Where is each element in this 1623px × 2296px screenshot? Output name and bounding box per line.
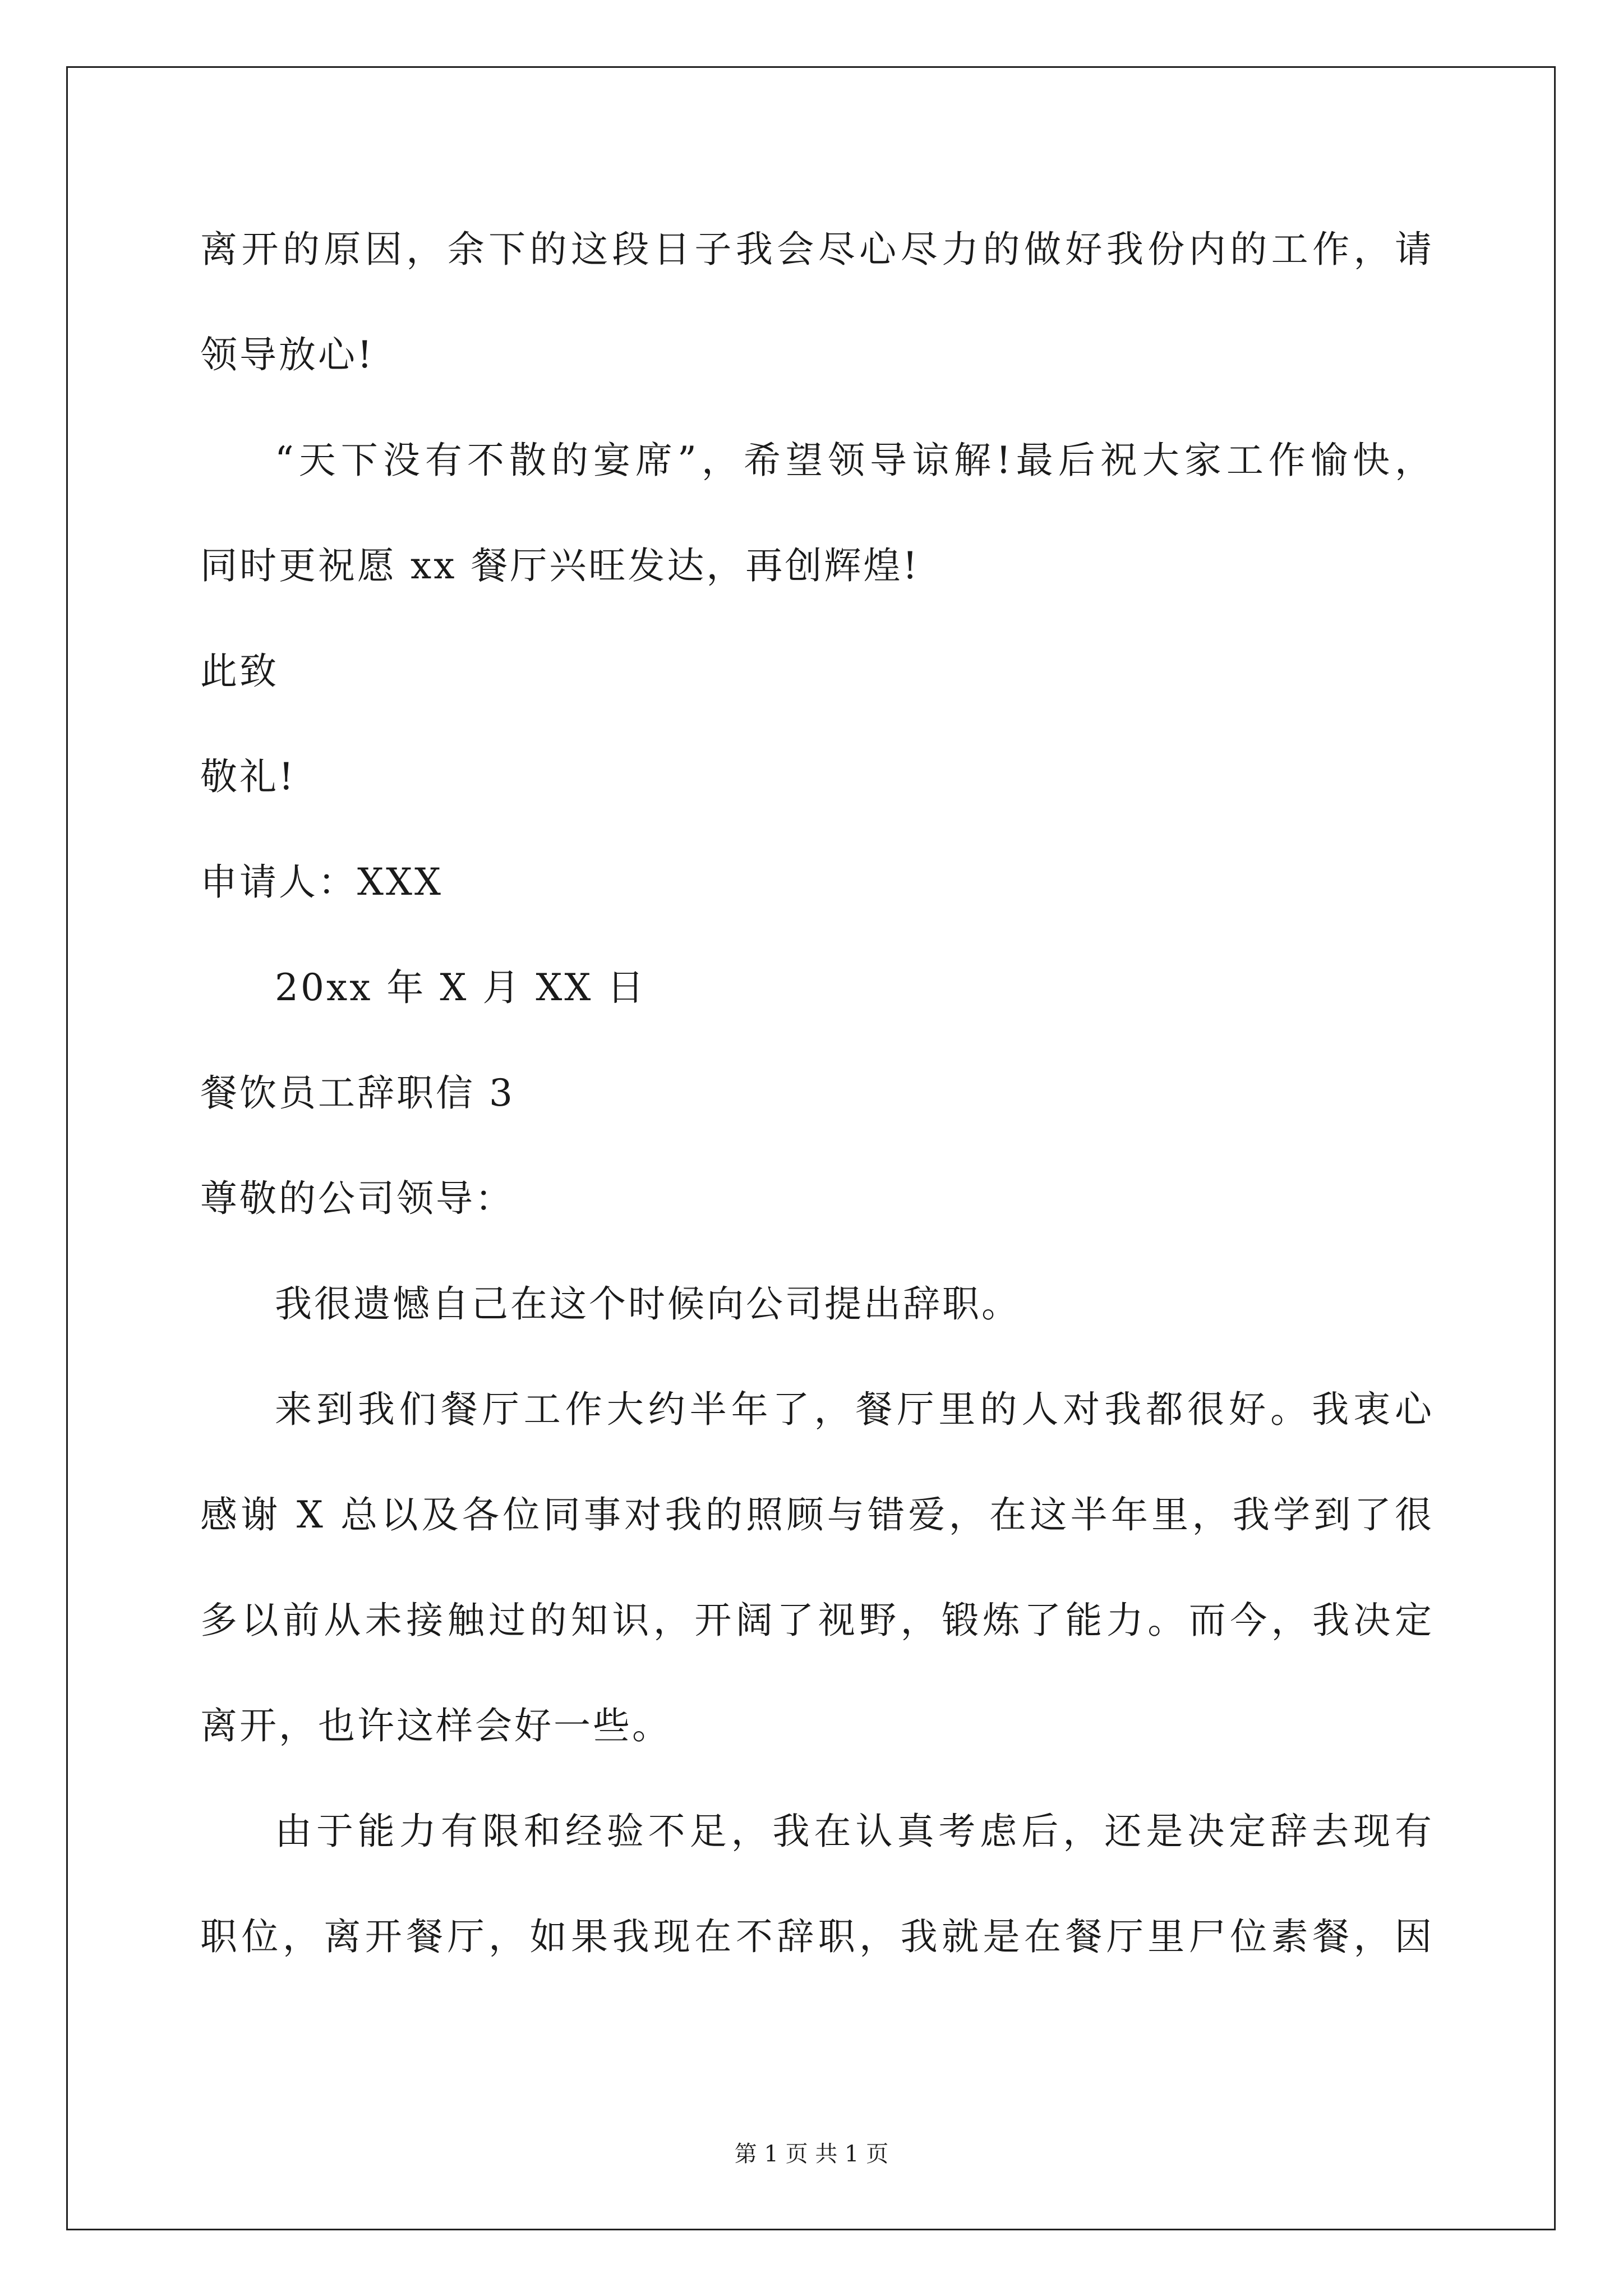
letter-salutation: 尊敬的公司领导： (200, 1177, 514, 1220)
body-line-11: 我很遗憾自己在这个时候向公司提出辞职。 (275, 1282, 1021, 1326)
applicant-line: 申请人：XXX (200, 861, 443, 904)
date-line: 20xx 年 X 月 XX 日 (275, 966, 647, 1009)
page-border (66, 66, 1556, 2230)
closing-regards: 敬礼! (200, 755, 296, 798)
page-number-footer: 第 1 页 共 1 页 (734, 2141, 889, 2167)
body-line-17: 职位，离开餐厅，如果我现在不辞职，我就是在餐厅里尸位素餐，因 (200, 1915, 1434, 1958)
body-line-4: 同时更祝愿 xx 餐厅兴旺发达，再创辉煌! (200, 544, 920, 587)
body-line-12: 来到我们餐厅工作大约半年了，餐厅里的人对我都很好。我衷心 (275, 1388, 1434, 1431)
body-line-3: “天下没有不散的宴席”，希望领导谅解!最后祝大家工作愉快， (275, 439, 1434, 482)
body-line-13: 感谢 X 总以及各位同事对我的照顾与错爱，在这半年里，我学到了很 (200, 1493, 1434, 1536)
body-line-16: 由于能力有限和经验不足，我在认真考虑后，还是决定辞去现有 (275, 1810, 1434, 1853)
body-line-2: 领导放心! (200, 333, 375, 376)
body-line-15: 离开，也许这样会好一些。 (200, 1704, 671, 1747)
closing-salutation: 此致 (200, 650, 279, 693)
body-line-14: 多以前从未接触过的知识，开阔了视野，锻炼了能力。而今，我决定 (200, 1599, 1434, 1642)
body-line-1: 离开的原因，余下的这段日子我会尽心尽力的做好我份内的工作，请 (200, 228, 1434, 271)
section-title: 餐饮员工辞职信 3 (200, 1071, 515, 1115)
